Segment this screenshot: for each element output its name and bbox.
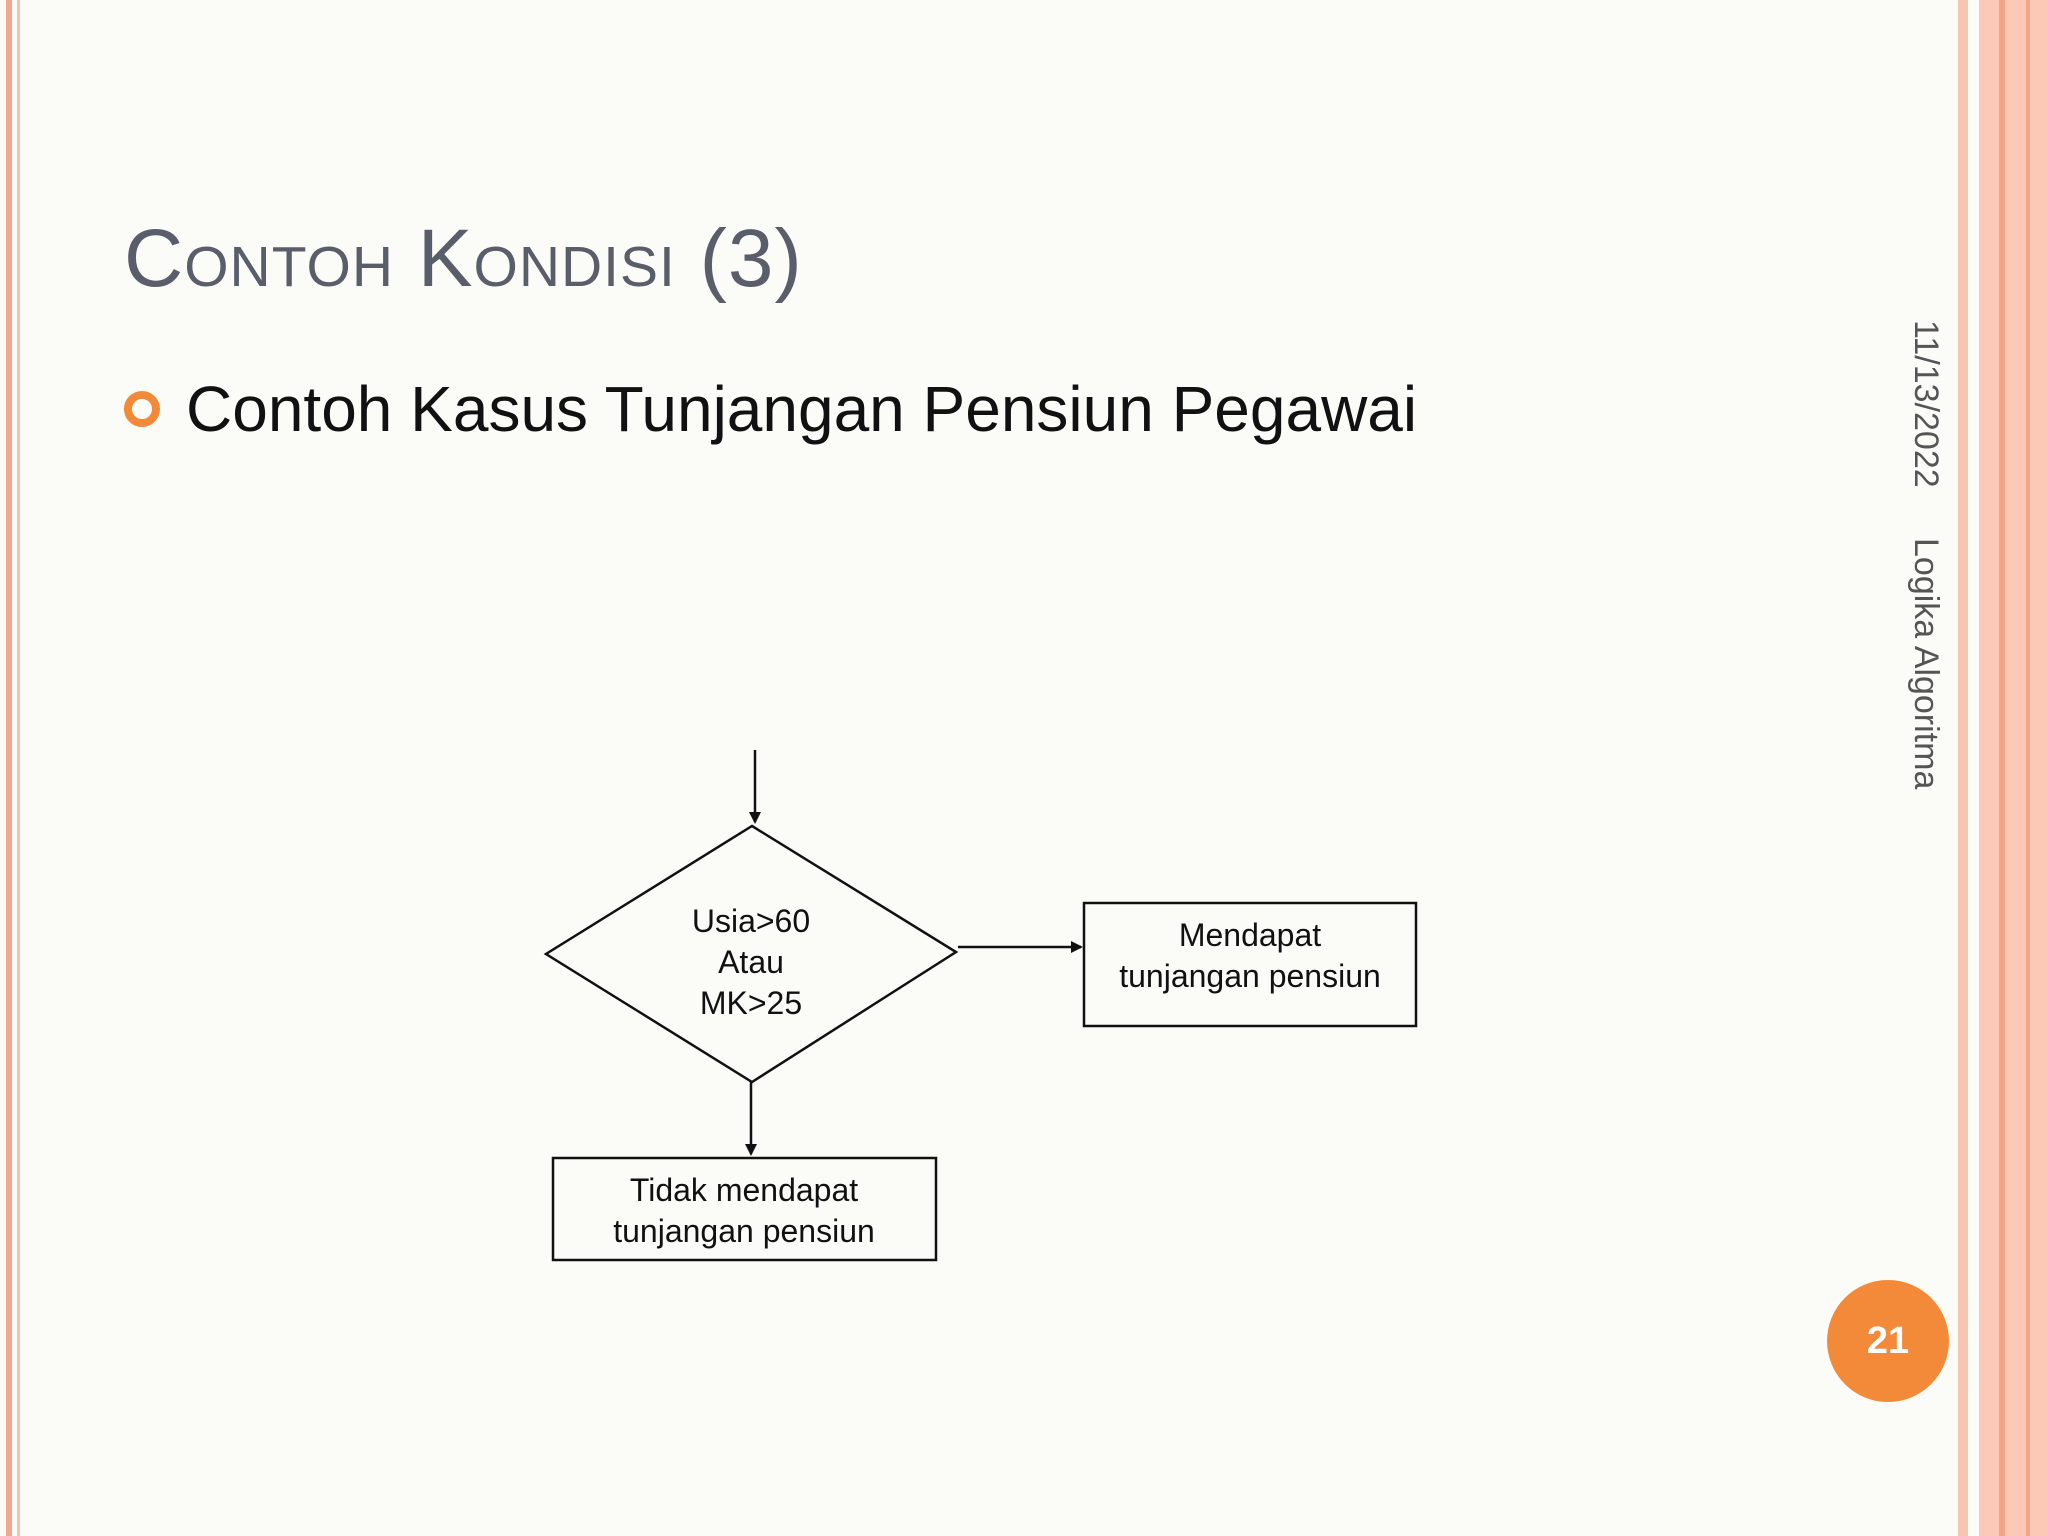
no-result-text-line2: tunjangan pensiun xyxy=(613,1213,875,1249)
yes-result-text-line1: Mendapat xyxy=(1178,917,1322,953)
decision-text-line2: Atau xyxy=(718,944,784,980)
slide-course-name: Logika Algoritma xyxy=(1907,538,1945,790)
decision-text-line3: MK>25 xyxy=(699,985,803,1021)
slide-title: Contoh Kondisi (3) xyxy=(124,213,803,304)
slide-date: 11/13/2022 xyxy=(1907,320,1945,488)
yes-result-text-line2: tunjangan pensiun xyxy=(1119,958,1381,994)
decision-text-line1: Usia>60 xyxy=(691,903,811,939)
bullet-text: Contoh Kasus Tunjangan Pensiun Pegawai xyxy=(186,373,1418,445)
page-number-badge: 21 xyxy=(1827,1280,1949,1402)
no-result-text-line1: Tidak mendapat xyxy=(629,1172,859,1208)
